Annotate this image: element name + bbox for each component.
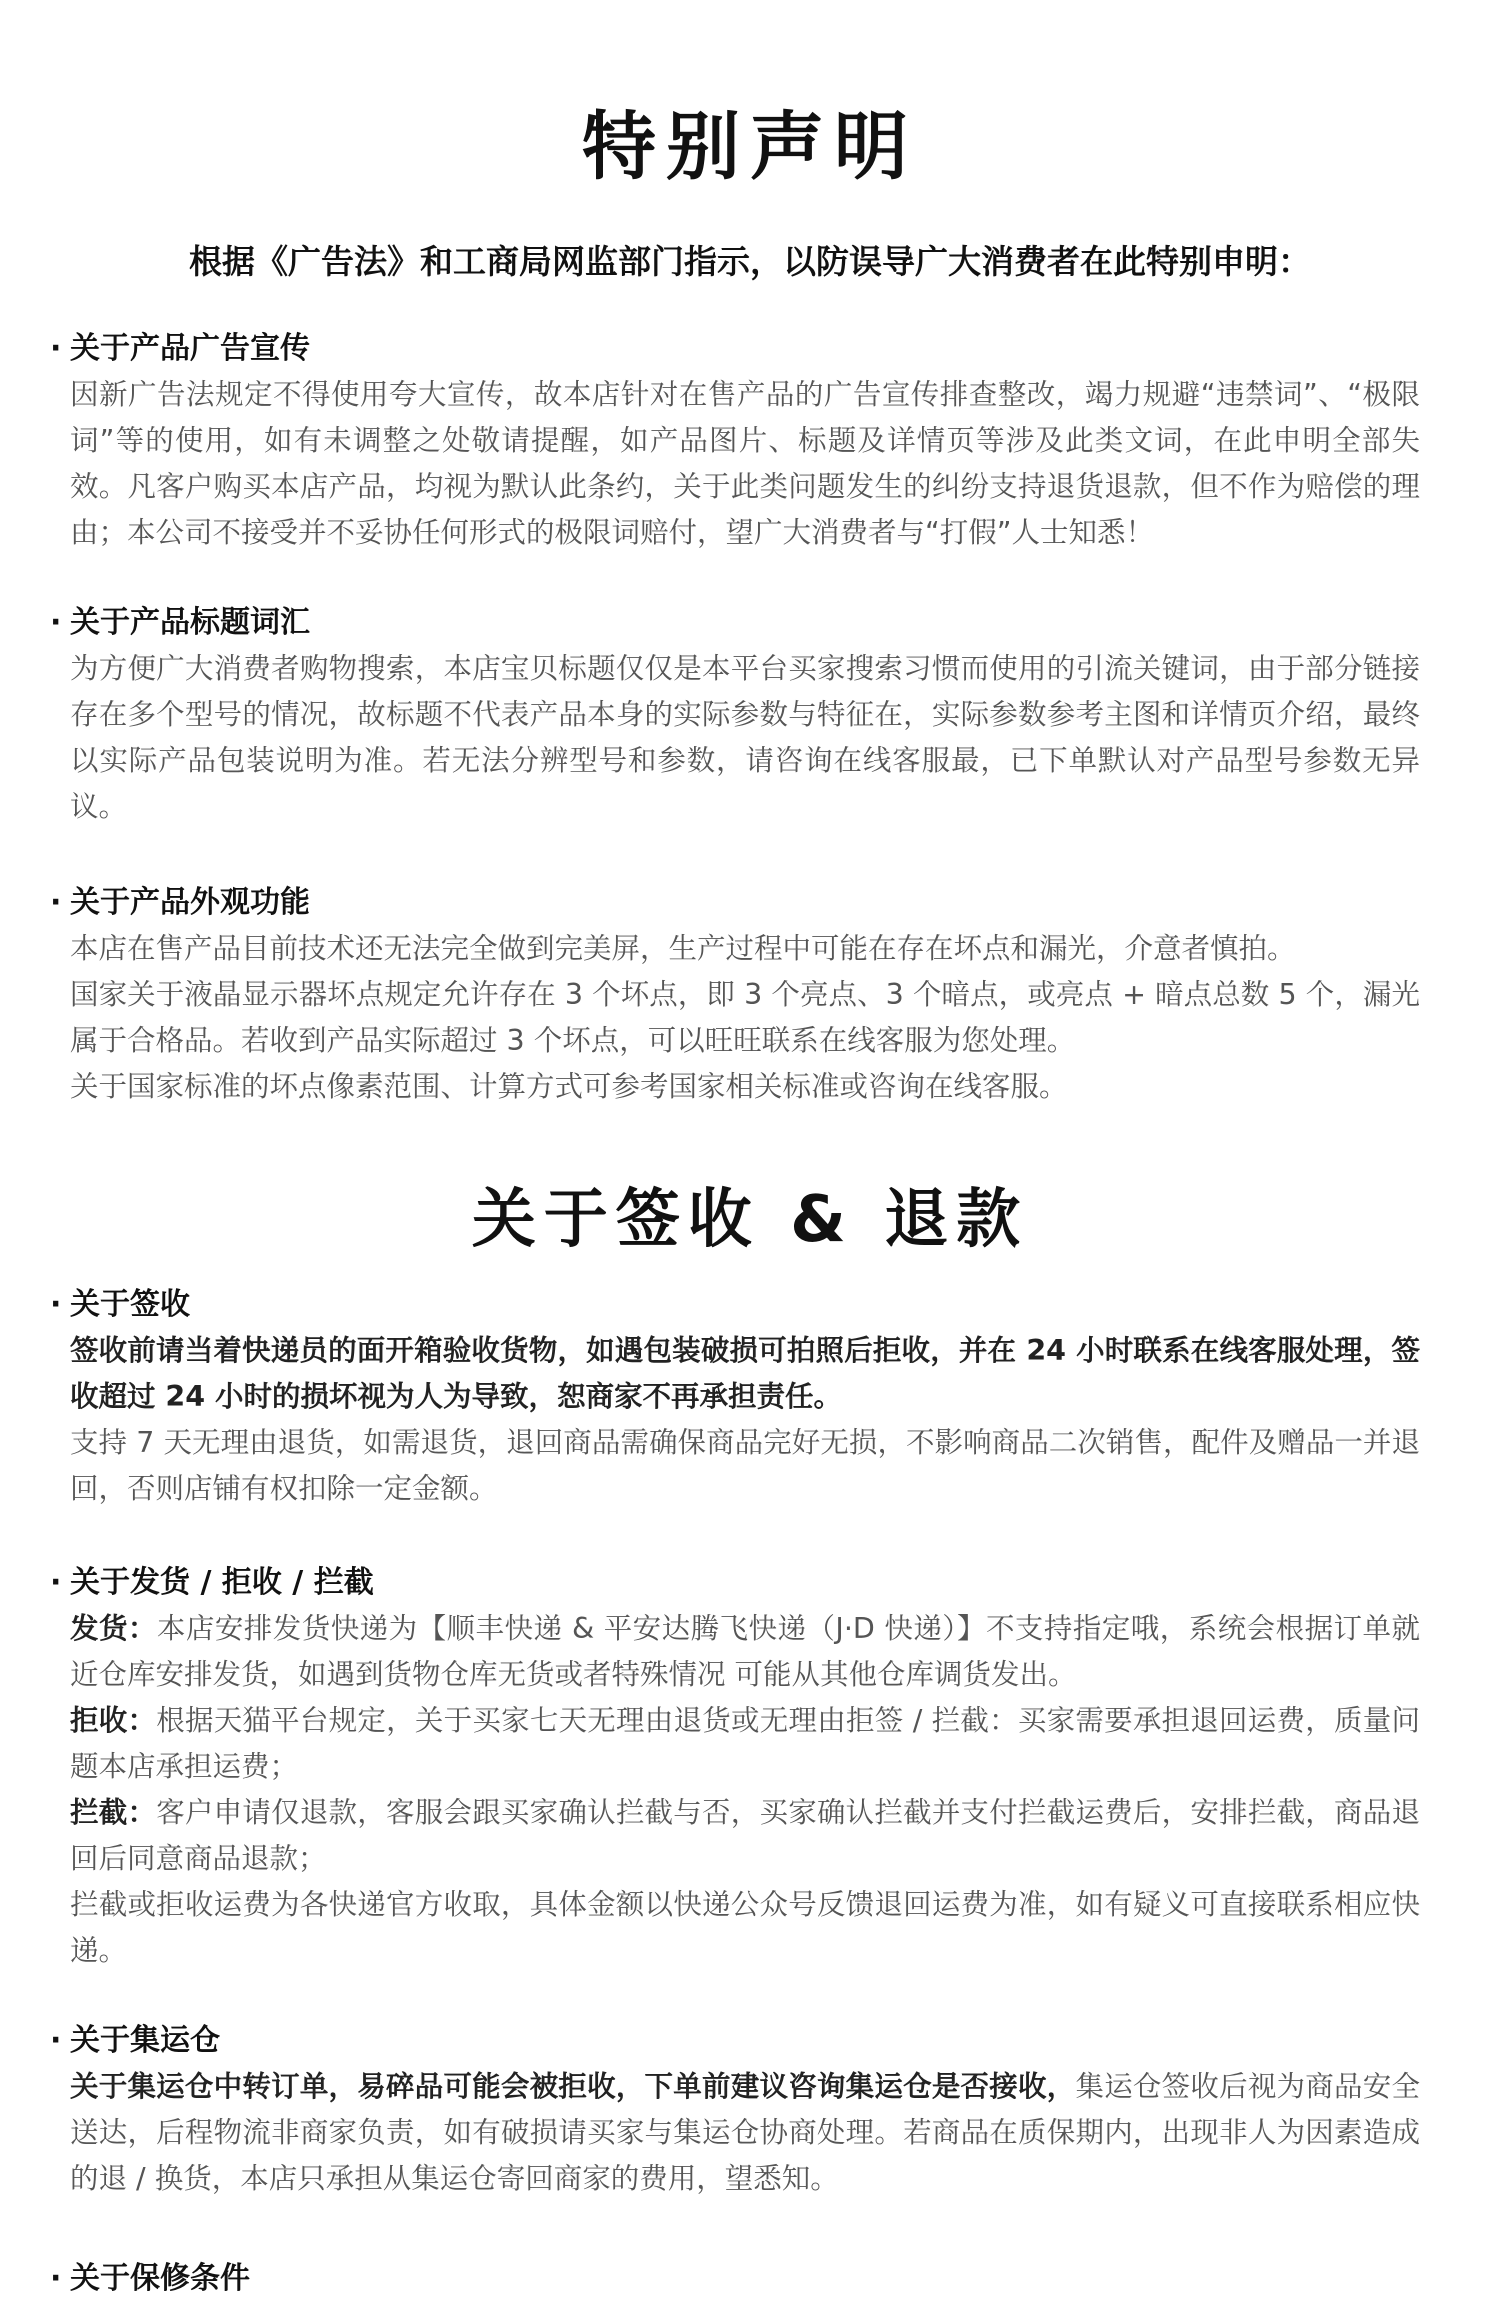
warehouse-text: 关于集运仓中转订单，易碎品可能会被拒收，下单前建议咨询集运仓是否接收，集运仓签收后视为商品安全送达，后程物流非商家负责，如有破损请买家与集运仓协商处理。若商品在质保期内，出现非人为因素造成的退 / 换货，本店只承担从集运仓寄回商家的费用，望悉知。 <box>70 2070 1420 2195</box>
warehouse-heading: · 关于集运仓 <box>50 2018 1420 2064</box>
bullet-mark: · <box>50 1287 62 1322</box>
appearance-block <box>50 880 1420 1110</box>
appearance-text-3: 关于国家标准的坏点像素范围、计算方式可参考国家相关标准或咨询在线客服。 <box>70 1070 1068 1103</box>
shipping-block <box>50 1560 1420 1974</box>
warranty-heading: · 关于保修条件 <box>50 2256 1420 2302</box>
bullet-mark: · <box>50 2261 62 2296</box>
shipping-intercept-text: 拦截：客户申请仅退款，客服会跟买家确认拦截与否，买家确认拦截并支付拦截运费后，安排拦截，商品退回后同意商品退款； <box>70 1796 1420 1875</box>
bullet-mark: · <box>50 605 62 640</box>
ad-claims-block <box>50 326 1420 556</box>
shipping-fee-text: 拦截或拒收运费为各快递官方收取，具体金额以快递公众号反馈退回运费为准，如有疑义可直接联系相应快递。 <box>70 1888 1420 1967</box>
ad-claims-heading: · 关于产品广告宣传 <box>50 326 1420 372</box>
warehouse-bold-lead: 关于集运仓中转订单，易碎品可能会被拒收，下单前建议咨询集运仓是否接收， <box>70 2070 1076 2103</box>
shipping-dispatch-text: 发货：本店安排发货快递为【顺丰快递 & 平安达腾飞快递（J·D 快递）】不支持指定哦，系统会根据订单就近仓库安排发货，如遇到货物仓库无货或者特殊情况 可能从其他仓库调货发出。 <box>70 1612 1420 1691</box>
warranty-block <box>50 2256 1420 2302</box>
shipping-heading: · 关于发货 / 拒收 / 拦截 <box>50 1560 1420 1606</box>
title-keywords-heading: · 关于产品标题词汇 <box>50 600 1420 646</box>
bullet-mark: · <box>50 2023 62 2058</box>
signing-text: 支持 7 天无理由退货，如需退货，退回商品需确保商品完好无损，不影响商品二次销售，配件及赠品一并退回，否则店铺有权扣除一定金额。 <box>70 1426 1420 1505</box>
title-keywords-block <box>50 600 1420 830</box>
bullet-mark: · <box>50 331 62 366</box>
bullet-mark: · <box>50 885 62 920</box>
appearance-text-2: 国家关于液晶显示器坏点规定允许存在 3 个坏点，即 3 个亮点、3 个暗点，或亮点 + 暗点总数 5 个，漏光属于合格品。若收到产品实际超过 3 个坏点，可以旺旺联系在线客服为您处理。 <box>70 978 1420 1057</box>
warehouse-block <box>50 2018 1420 2202</box>
intro-statement: 根据《广告法》和工商局网监部门指示，以防误导广大消费者在此特别申明： <box>189 242 1311 281</box>
intercept-label: 拦截： <box>70 1796 157 1829</box>
signing-heading: · 关于签收 <box>50 1282 1420 1328</box>
ad-claims-text: 因新广告法规定不得使用夸大宣传，故本店针对在售产品的广告宣传排查整改，竭力规避“违禁词”、“极限词”等的使用，如有未调整之处敬请提醒，如产品图片、标题及详情页等涉及此类文词，在此申明全部失效。凡客户购买本店产品，均视为默认此条约，关于此类问题发生的纠纷支持退货退款，但不作为赔偿的理由；本公司不接受并不妥协任何形式的极限词赔付，望广大消费者与“打假”人士知悉！ <box>70 378 1420 549</box>
appearance-text-1: 本店在售产品目前技术还无法完全做到完美屏，生产过程中可能在存在坏点和漏光，介意者慎拍。 <box>70 932 1296 965</box>
page-title: 特别声明 <box>582 104 918 190</box>
shipping-reject-text: 拒收：根据天猫平台规定，关于买家七天无理由退货或无理由拒签 / 拦截：买家需要承担退回运费，质量问题本店承担运费； <box>70 1704 1420 1783</box>
dispatch-label: 发货： <box>70 1612 157 1645</box>
section-title-signing-refund: 关于签收 & 退款 <box>471 1183 1029 1257</box>
title-keywords-text: 为方便广大消费者购物搜索，本店宝贝标题仅仅是本平台买家搜索习惯而使用的引流关键词，由于部分链接存在多个型号的情况，故标题不代表产品本身的实际参数与特征在，实际参数参考主图和详情页介绍，最终以实际产品包装说明为准。若无法分辨型号和参数，请咨询在线客服最，已下单默认对产品型号参数无异议。 <box>70 652 1420 823</box>
reject-label: 拒收： <box>70 1704 157 1737</box>
appearance-heading: · 关于产品外观功能 <box>50 880 1420 926</box>
bullet-mark: · <box>50 1565 62 1600</box>
signing-block <box>50 1282 1420 1512</box>
signing-bold-text: 签收前请当着快递员的面开箱验收货物，如遇包装破损可拍照后拒收，并在 24 小时联系在线客服处理，签收超过 24 小时的损坏视为人为导致，恕商家不再承担责任。 <box>70 1334 1420 1413</box>
